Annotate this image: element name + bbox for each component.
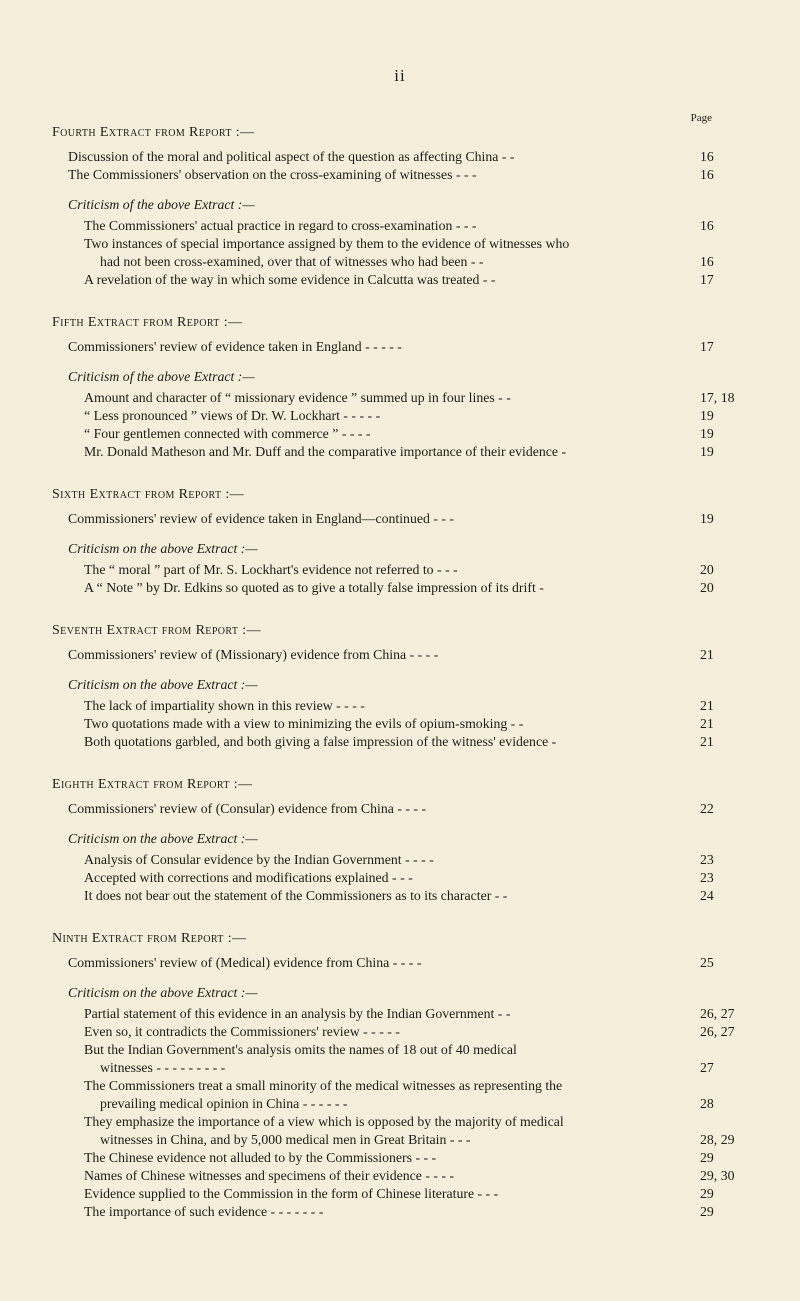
- contents-entry: [84, 1149, 762, 1167]
- entry-line: Commissioners' review of (Missionary) evidence from China - - - -: [68, 647, 439, 662]
- entry-line: Discussion of the moral and political aspect of the question as affecting China - -: [68, 149, 515, 164]
- entry-text: [84, 1203, 692, 1221]
- entry-line: “ Four gentlemen connected with commerce ” - - - -: [84, 426, 371, 441]
- entry-line: A “ Note ” by Dr. Edkins so quoted as to give a totally false impression of its drift -: [84, 580, 544, 595]
- entry-page: 21: [700, 716, 714, 731]
- entry-continuation: witnesses in China, and by 5,000 medical men in Great Britain - - -: [100, 1132, 471, 1147]
- entry-text: [84, 1041, 692, 1077]
- entry-page: 19: [700, 408, 714, 423]
- entry-line: Mr. Donald Matheson and Mr. Duff and the comparative importance of their evidence -: [84, 444, 567, 459]
- entry-line: A revelation of the way in which some evidence in Calcutta was treated - -: [84, 272, 496, 287]
- contents-entry: [84, 1005, 762, 1023]
- entry-page: 29: [700, 1186, 714, 1201]
- entry-line: Commissioners' review of (Medical) evidence from China - - - -: [68, 955, 422, 970]
- entry-text: [68, 338, 692, 356]
- section-title: Ninth Extract from Report :—: [52, 931, 247, 946]
- section-title: Eighth Extract from Report :—: [52, 777, 253, 792]
- entry-page: 28: [700, 1096, 714, 1111]
- entry-text: [84, 851, 692, 869]
- entry-line: Partial statement of this evidence in an analysis by the Indian Government - -: [84, 1006, 511, 1021]
- entry-page: 20: [700, 580, 714, 595]
- contents-entry: [84, 1203, 762, 1221]
- section-title: Fourth Extract from Report :—: [52, 125, 255, 140]
- entry-text: [84, 1167, 692, 1185]
- contents-entry: [84, 1023, 762, 1041]
- contents-entry: [84, 697, 762, 715]
- entry-text: [84, 1149, 692, 1167]
- entry-text: [84, 733, 692, 751]
- entry-text: [84, 561, 692, 579]
- entry-line: The lack of impartiality shown in this review - - - -: [84, 698, 365, 713]
- entry-line: The Commissioners' actual practice in regard to cross-examination - - -: [84, 218, 477, 233]
- contents-section: [52, 314, 762, 461]
- contents-entry: [84, 579, 762, 597]
- table-of-contents: [52, 124, 762, 1246]
- entry-line: They emphasize the importance of a view which is opposed by the majority of medical: [84, 1114, 564, 1129]
- entry-text: [68, 510, 692, 528]
- entry-page: 16: [700, 167, 714, 182]
- entry-page: 22: [700, 801, 714, 816]
- entry-page: 29: [700, 1204, 714, 1219]
- entry-line: Two instances of special importance assigned by them to the evidence of witnesses who: [84, 236, 570, 251]
- page-column-label: Page: [690, 112, 712, 124]
- entry-text: [84, 1185, 692, 1203]
- contents-entry: [68, 646, 762, 664]
- entry-page: 16: [700, 218, 714, 233]
- contents-entry: [68, 954, 762, 972]
- contents-entry: [68, 148, 762, 166]
- contents-entry: [68, 510, 762, 528]
- contents-entry: [84, 1185, 762, 1203]
- contents-entry: [84, 1113, 762, 1149]
- entry-text: [84, 869, 692, 887]
- entry-line: The Commissioners' observation on the cross-examining of witnesses - - -: [68, 167, 477, 182]
- entry-text: [84, 235, 692, 271]
- contents-entry: [84, 561, 762, 579]
- entry-page: 16: [700, 254, 714, 269]
- entry-page: 24: [700, 888, 714, 903]
- contents-entry: [84, 851, 762, 869]
- contents-entry: [84, 235, 762, 271]
- entry-continuation: had not been cross-examined, over that of witnesses who had been - -: [100, 254, 484, 269]
- criticism-title: Criticism on the above Extract :—: [68, 985, 258, 1000]
- entry-continuation: prevailing medical opinion in China - - - - - -: [100, 1096, 348, 1111]
- entry-page: 26, 27: [700, 1006, 735, 1021]
- contents-entry: [84, 1077, 762, 1113]
- entry-line: The Commissioners treat a small minority of the medical witnesses as representing the: [84, 1078, 563, 1093]
- entry-page: 17, 18: [700, 390, 735, 405]
- entry-text: [84, 715, 692, 733]
- contents-entry: [68, 338, 762, 356]
- contents-entry: [68, 800, 762, 818]
- entry-page: 19: [700, 444, 714, 459]
- entry-page: 16: [700, 149, 714, 164]
- contents-section: [52, 124, 762, 289]
- criticism-title: Criticism of the above Extract :—: [68, 369, 255, 384]
- entry-line: The importance of such evidence - - - - - - -: [84, 1204, 324, 1219]
- entry-line: Two quotations made with a view to minimizing the evils of opium-smoking - -: [84, 716, 524, 731]
- entry-line: “ Less pronounced ” views of Dr. W. Lockhart - - - - -: [84, 408, 381, 423]
- entry-text: [84, 389, 692, 407]
- contents-entry: [84, 407, 762, 425]
- entry-page: 19: [700, 426, 714, 441]
- contents-entry: [84, 425, 762, 443]
- contents-section: [52, 930, 762, 1221]
- criticism-title: Criticism on the above Extract :—: [68, 831, 258, 846]
- entry-text: [84, 217, 692, 235]
- entry-line: Analysis of Consular evidence by the Indian Government - - - -: [84, 852, 434, 867]
- entry-text: [68, 148, 692, 166]
- entry-line: Even so, it contradicts the Commissioners' review - - - - -: [84, 1024, 400, 1039]
- entry-line: It does not bear out the statement of the Commissioners as to its character - -: [84, 888, 508, 903]
- entry-text: [68, 646, 692, 664]
- entry-text: [84, 407, 692, 425]
- entry-line: Evidence supplied to the Commission in the form of Chinese literature - - -: [84, 1186, 499, 1201]
- entry-page: 28, 29: [700, 1132, 735, 1147]
- contents-section: [52, 776, 762, 905]
- contents-section: [52, 622, 762, 751]
- entry-page: 17: [700, 339, 714, 354]
- entry-page: 27: [700, 1060, 714, 1075]
- entry-line: The Chinese evidence not alluded to by the Commissioners - - -: [84, 1150, 437, 1165]
- entry-text: [84, 579, 692, 597]
- entry-line: Accepted with corrections and modifications explained - - -: [84, 870, 413, 885]
- entry-page: 25: [700, 955, 714, 970]
- entry-page: 17: [700, 272, 714, 287]
- entry-page: 20: [700, 562, 714, 577]
- contents-entry: [84, 389, 762, 407]
- criticism-title: Criticism on the above Extract :—: [68, 677, 258, 692]
- entry-line: Both quotations garbled, and both giving a false impression of the witness' evidence -: [84, 734, 557, 749]
- contents-entry: [84, 887, 762, 905]
- entry-page: 23: [700, 852, 714, 867]
- entry-continuation: witnesses - - - - - - - - -: [100, 1060, 226, 1075]
- entry-text: [84, 697, 692, 715]
- entry-line: Commissioners' review of evidence taken in England—continued - - -: [68, 511, 455, 526]
- contents-entry: [84, 443, 762, 461]
- entry-text: [84, 1113, 692, 1149]
- section-title: Fifth Extract from Report :—: [52, 315, 243, 330]
- entry-text: [84, 887, 692, 905]
- contents-entry: [84, 733, 762, 751]
- contents-entry: [84, 869, 762, 887]
- section-title: Seventh Extract from Report :—: [52, 623, 261, 638]
- entry-page: 29, 30: [700, 1168, 735, 1183]
- contents-entry: [84, 1041, 762, 1077]
- contents-entry: [84, 271, 762, 289]
- contents-entry: [84, 1167, 762, 1185]
- entry-text: [84, 1005, 692, 1023]
- entry-page: 21: [700, 734, 714, 749]
- entry-line: The “ moral ” part of Mr. S. Lockhart's evidence not referred to - - -: [84, 562, 458, 577]
- entry-line: But the Indian Government's analysis omits the names of 18 out of 40 medical: [84, 1042, 517, 1057]
- entry-text: [68, 166, 692, 184]
- entry-text: [84, 443, 692, 461]
- criticism-title: Criticism on the above Extract :—: [68, 541, 258, 556]
- entry-text: [84, 271, 692, 289]
- entry-line: Names of Chinese witnesses and specimens of their evidence - - - -: [84, 1168, 455, 1183]
- contents-entry: [84, 715, 762, 733]
- entry-text: [84, 1023, 692, 1041]
- entry-line: Commissioners' review of evidence taken in England - - - - -: [68, 339, 402, 354]
- contents-entry: [68, 166, 762, 184]
- entry-text: [84, 425, 692, 443]
- page-number: ii: [394, 66, 406, 85]
- entry-text: [68, 800, 692, 818]
- entry-page: 19: [700, 511, 714, 526]
- criticism-title: Criticism of the above Extract :—: [68, 197, 255, 212]
- entry-text: [84, 1077, 692, 1113]
- entry-page: 29: [700, 1150, 714, 1165]
- section-title: Sixth Extract from Report :—: [52, 487, 245, 502]
- entry-page: 23: [700, 870, 714, 885]
- entry-page: 21: [700, 647, 714, 662]
- contents-entry: [84, 217, 762, 235]
- entry-line: Amount and character of “ missionary evidence ” summed up in four lines - -: [84, 390, 511, 405]
- entry-page: 21: [700, 698, 714, 713]
- entry-page: 26, 27: [700, 1024, 735, 1039]
- entry-line: Commissioners' review of (Consular) evidence from China - - - -: [68, 801, 427, 816]
- contents-section: [52, 486, 762, 597]
- entry-text: [68, 954, 692, 972]
